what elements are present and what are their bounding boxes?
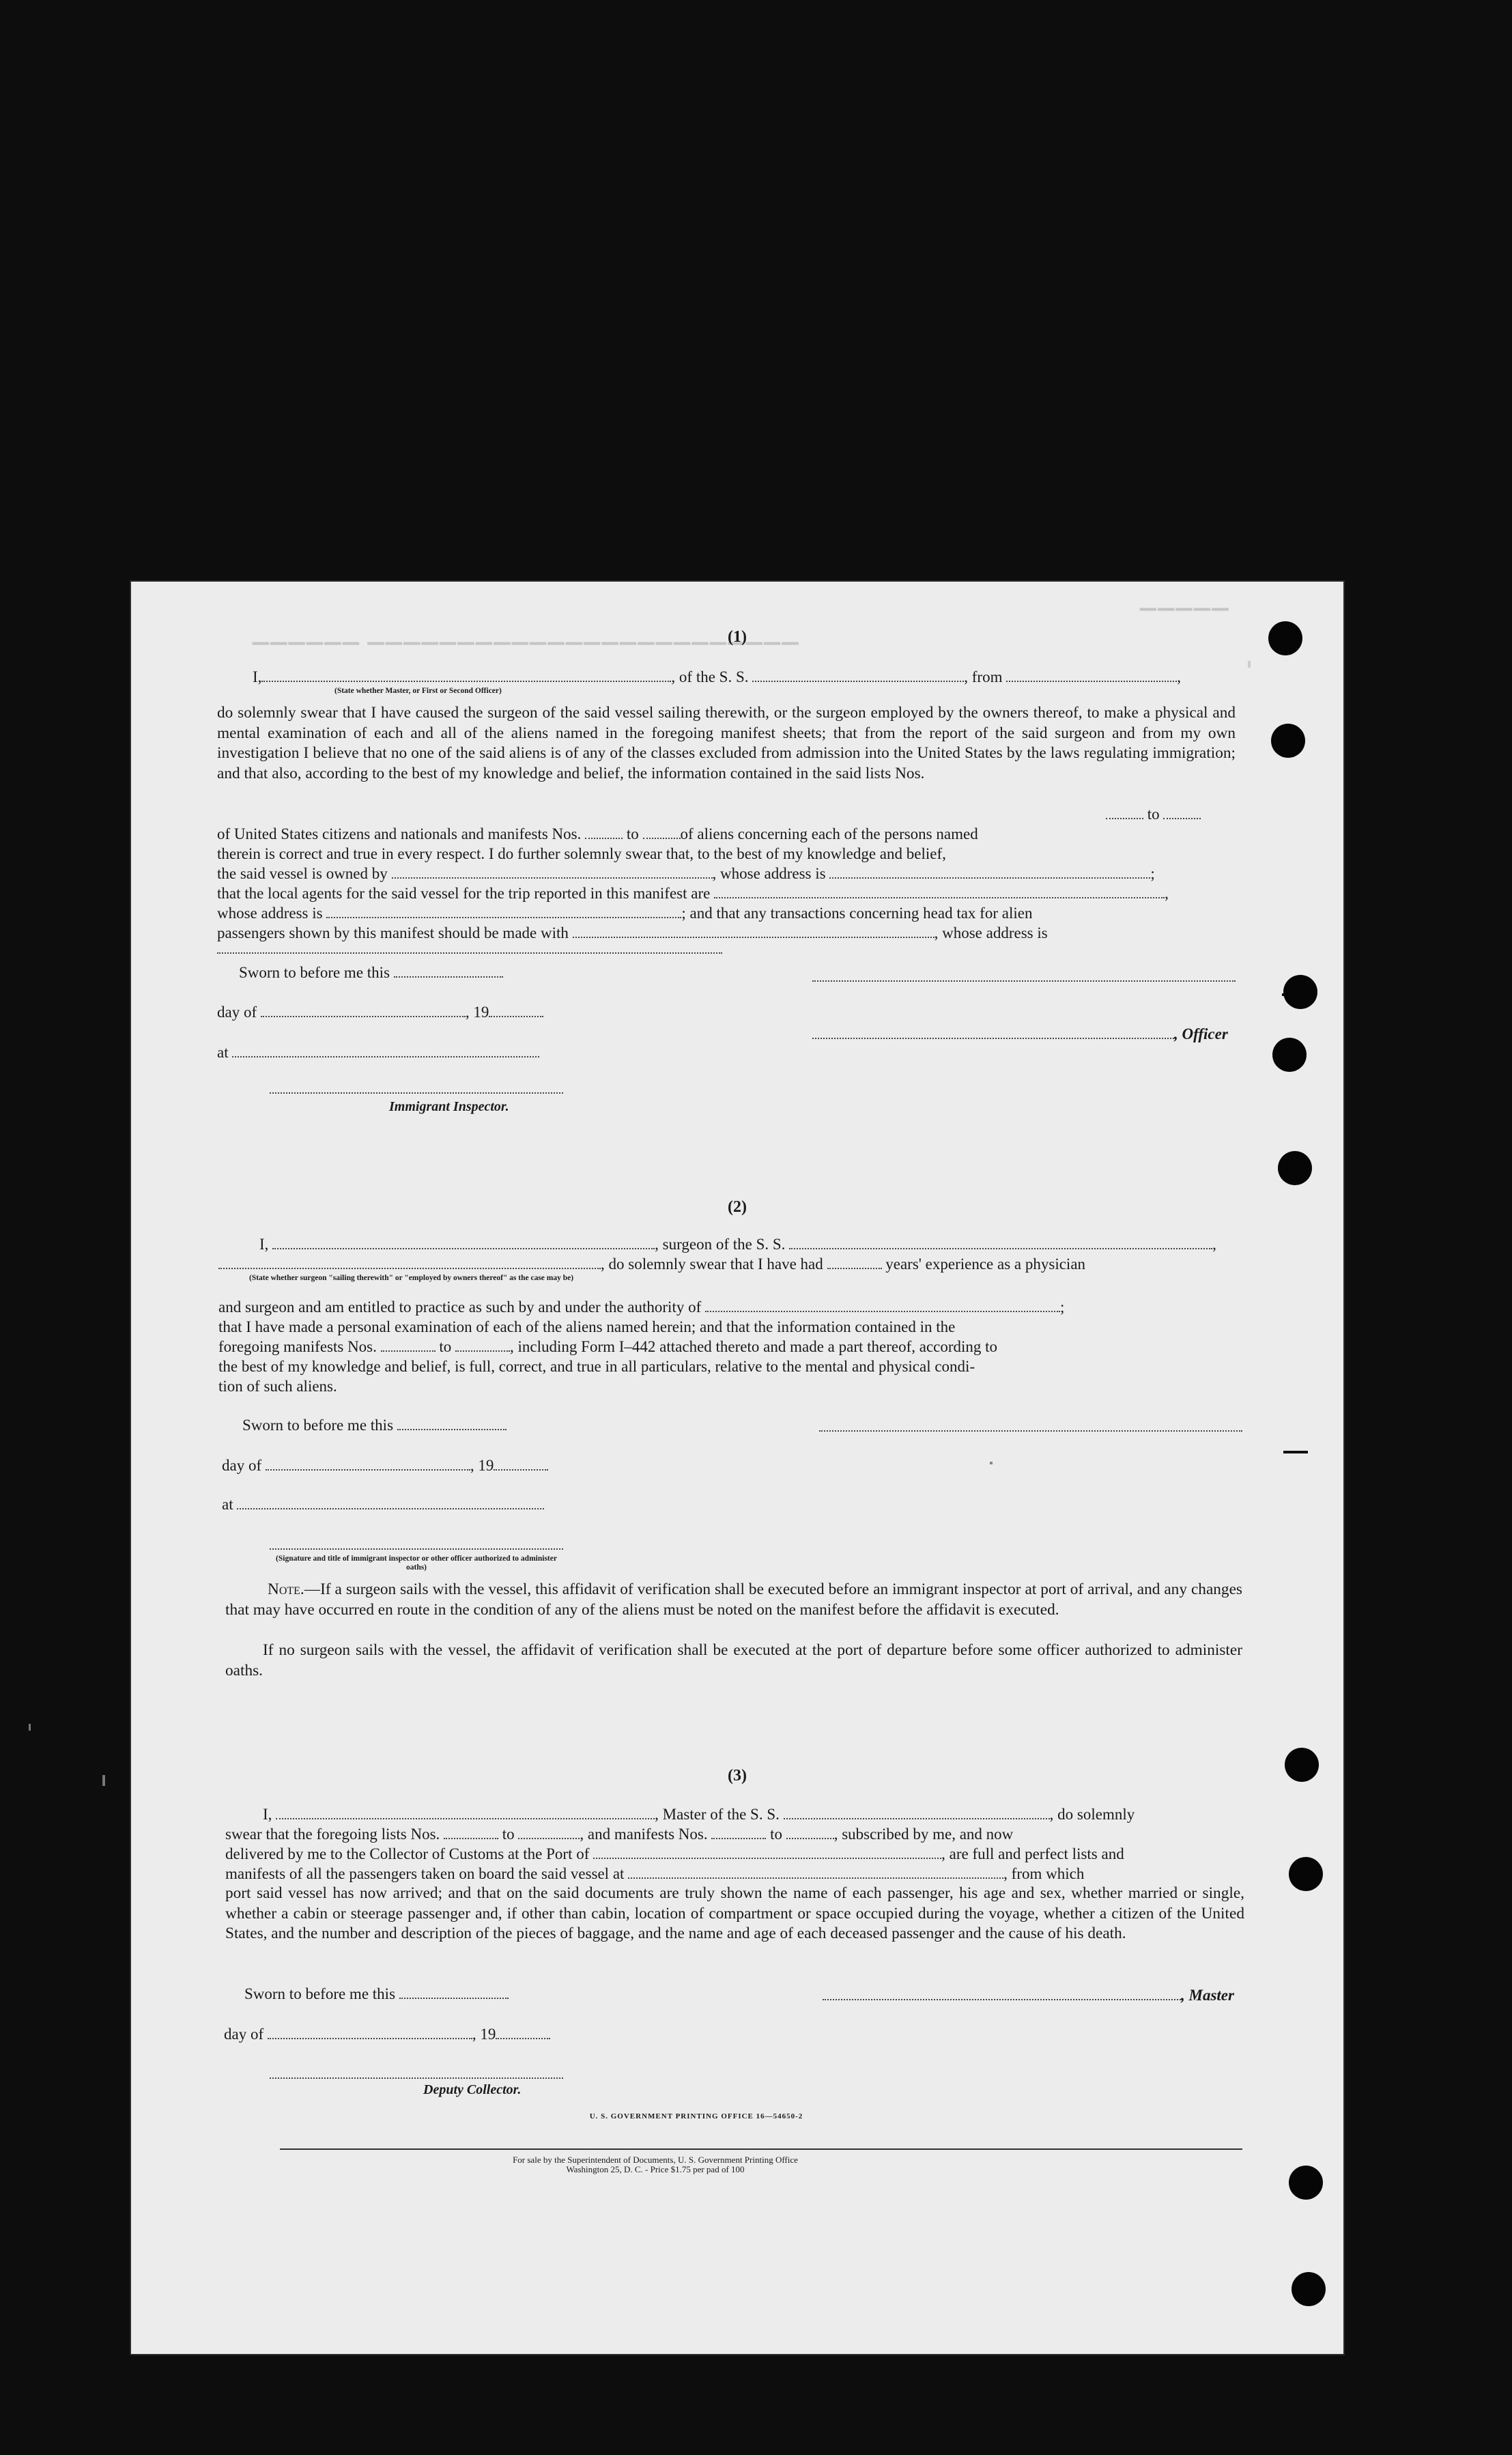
s3-embark-port-blank[interactable]	[628, 1865, 1003, 1879]
binder-hole	[1268, 621, 1302, 655]
us-manifest-from-blank[interactable]	[585, 825, 623, 839]
s2-note-1: Note.—If a surgeon sails with the vessel, this affidavit of verification shall be executed before an immigrant inspector at port of arrival, and any changes that may have occurred en route in the condition of any of the aliens must be noted on the manifest before the affidavit is executed.	[225, 1580, 1242, 1619]
s2-solemnly-line: , do solemnly swear that I have had years' experience as a physician	[218, 1254, 1085, 1275]
s2-inspector-signature-line[interactable]	[270, 1548, 563, 1550]
manifest-page	[130, 580, 1345, 2355]
s3-lists-to-blank[interactable]	[518, 1826, 580, 1839]
s3-manifests-to-blank[interactable]	[786, 1826, 834, 1839]
s2-at-line: at	[222, 1494, 544, 1515]
s1-agents-line: that the local agents for the said vessel for the trip reported in this manifest are ,	[217, 885, 1169, 902]
s3-sworn-line: Sworn to before me this	[244, 1984, 509, 2004]
from-port-blank[interactable]	[1006, 668, 1177, 682]
s3-manifests-from-blank[interactable]	[711, 1826, 766, 1839]
s3-swear-line: swear that the foregoing lists Nos. to , and manifests Nos. to , subscribed by me, and now	[225, 1826, 1014, 1843]
s1-officer-line: , Officer	[812, 1024, 1228, 1045]
s3-manifests-line: manifests of all the passengers taken on board the said vessel at , from which	[225, 1865, 1085, 1882]
list-to-blank[interactable]	[1163, 806, 1201, 819]
gpo-imprint: U. S. GOVERNMENT PRINTING OFFICE 16—54650-2	[589, 2112, 803, 2120]
list-from-blank[interactable]	[1106, 806, 1143, 819]
s3-day-blank[interactable]	[268, 2026, 472, 2039]
s2-at-blank[interactable]	[237, 1496, 544, 1509]
s2-foregoing-line: foregoing manifests Nos. to , including Form I–442 attached thereto and made a part thereof, according to	[218, 1338, 998, 1355]
section-1-number: (1)	[728, 628, 747, 646]
s2-surgeon-signature-line[interactable]	[819, 1430, 1242, 1432]
s2-manifest-from-blank[interactable]	[381, 1338, 436, 1352]
s3-lists-from-blank[interactable]	[444, 1826, 498, 1839]
section-2-number: (2)	[728, 1198, 747, 1216]
s1-address3-blank[interactable]	[217, 952, 722, 954]
s2-sig-caption: (Signature and title of immigrant inspector or other officer authorized to administer oaths)	[276, 1555, 557, 1572]
binder-hole	[1292, 2272, 1326, 2306]
s3-day-line: day of , 19	[224, 2024, 550, 2045]
s1-sworn-blank[interactable]	[394, 964, 503, 978]
s1-master-signature-line[interactable]	[812, 980, 1236, 982]
s1-officer-blank[interactable]	[812, 1025, 1174, 1039]
s1-day-blank[interactable]	[261, 1004, 466, 1017]
s1-lists-to: to	[1106, 804, 1201, 825]
stray-mark	[1248, 661, 1251, 668]
s1-passengers-line: passengers shown by this manifest should be made with , whose address is	[217, 924, 1048, 941]
s3-body: port said vessel has now arrived; and that on the said documents are truly shown the name of each passenger, his age and sex, whether married or single, whether a cabin or steerage passenger and, if other than cabin, location of compartment or space occupied during the voyage, whether a citizen of the United States, and the number and description of the pieces of baggage, and the name and age of each deceased passenger and the cause of his death.	[225, 1884, 1244, 1942]
section-3-number: (3)	[728, 1767, 747, 1785]
head-tax-blank[interactable]	[573, 924, 935, 938]
s2-authority-blank[interactable]	[705, 1299, 1060, 1312]
stray-mark	[1283, 1451, 1308, 1453]
s2-note-2: If no surgeon sails with the vessel, the affidavit of verification shall be executed at the port of departure before some officer authorized to administer oaths.	[225, 1641, 1242, 1679]
agents-blank[interactable]	[714, 885, 1165, 898]
s2-day-line: day of , 19	[222, 1456, 548, 1476]
stray-mark	[990, 1462, 993, 1464]
s3-port-blank[interactable]	[593, 1845, 941, 1859]
s2-best-line: the best of my knowledge and belief, is full, correct, and true in all particulars, relative to the mental and physical condi-	[218, 1358, 975, 1375]
s2-sworn-line: Sworn to before me this	[242, 1415, 507, 1436]
sale-line-2: Washington 25, D. C. - Price $1.75 per pad of 100	[566, 2164, 745, 2174]
s1-year-blank[interactable]	[489, 1004, 543, 1017]
owner-blank[interactable]	[392, 865, 713, 879]
binder-hole	[1283, 975, 1317, 1009]
s2-personal-line: that I have made a personal examination of each of the aliens named herein; and that the information contained in the	[218, 1318, 956, 1335]
master-officer-blank[interactable]	[261, 668, 671, 682]
bleed-through-text: ▔▔▔▔▔▔ ▔▔▔▔▔▔▔▔▔▔▔▔▔▔▔▔▔▔▔▔▔▔▔▔	[253, 643, 801, 663]
stray-mark	[102, 1775, 105, 1786]
s2-i-line: I, , surgeon of the S. S. ,	[259, 1236, 1216, 1253]
s2-year-blank[interactable]	[494, 1457, 548, 1471]
s1-body: do solemnly swear that I have caused the surgeon of the said vessel sailing therewith, or the surgeon employed by the owners thereof, to make a physical and mental examination of each and all of the aliens named in the foregoing manifest sheets; that from the report of the said surgeon and from my own investigation I believe that no one of the said aliens is of any of the classes excluded from admission into the United States by the laws regulating immigration; and that also, according to the best of my knowledge and belief, the information contained in the said lists Nos.	[217, 704, 1236, 782]
sale-line-1: For sale by the Superintendent of Documents, U. S. Government Printing Office	[513, 2155, 798, 2165]
binder-hole	[1278, 1151, 1312, 1185]
bleed-through-text: ▔▔▔▔▔	[1140, 609, 1230, 629]
s2-authority-line: and surgeon and am entitled to practice as such by and under the authority of ;	[218, 1299, 1065, 1316]
ship-name-blank[interactable]	[752, 668, 964, 682]
agent-address-blank[interactable]	[326, 905, 681, 918]
us-manifest-to-blank[interactable]	[643, 825, 681, 839]
binder-hole	[1289, 1857, 1323, 1891]
s2-day-blank[interactable]	[266, 1457, 470, 1471]
binder-hole	[1272, 1038, 1307, 1072]
s3-sworn-blank[interactable]	[399, 1985, 509, 1999]
master-caption: (State whether Master, or First or Second Officer)	[334, 687, 502, 695]
s2-surgeon-status-blank[interactable]	[218, 1255, 601, 1269]
s1-owned-line: the said vessel is owned by , whose address is ;	[217, 865, 1155, 882]
s3-ship-blank[interactable]	[784, 1806, 1050, 1819]
footer-rule	[280, 2148, 1242, 2150]
s1-day-line: day of , 19	[217, 1002, 543, 1023]
s1-at-line: at	[217, 1042, 539, 1063]
s3-master-sig-line: , Master	[823, 1985, 1234, 2006]
stray-mark	[29, 1724, 31, 1731]
s3-year-blank[interactable]	[496, 2026, 550, 2039]
s1-address2-line: whose address is ; and that any transactions concerning head tax for alien	[217, 905, 1033, 922]
deputy-collector-label: Deputy Collector.	[423, 2082, 522, 2097]
s3-deputy-signature-line[interactable]	[270, 2077, 563, 2079]
s2-manifest-to-blank[interactable]	[455, 1338, 510, 1352]
s1-at-blank[interactable]	[232, 1044, 539, 1058]
s2-tion-line: tion of such aliens.	[218, 1378, 337, 1395]
s2-caption: (State whether surgeon "sailing therewith" or "employed by owners thereof" as the case may be)	[249, 1274, 574, 1282]
s1-line-i: I, , of the S. S. , from ,	[253, 668, 1181, 685]
s3-master-name-blank[interactable]	[276, 1806, 655, 1819]
s2-surgeon-name-blank[interactable]	[272, 1236, 655, 1249]
binder-hole	[1285, 1748, 1319, 1782]
immigrant-inspector-label: Immigrant Inspector.	[389, 1099, 509, 1114]
s3-delivered-line: delivered by me to the Collector of Customs at the Port of , are full and perfect lists and	[225, 1845, 1124, 1862]
s1-therein-line: therein is correct and true in every respect. I do further solemnly swear that, to the best of my knowledge and belief,	[217, 845, 946, 862]
s3-master-signature-blank[interactable]	[823, 1987, 1181, 2000]
s1-us-citizens-line: of United States citizens and nationals and manifests Nos. to of aliens concerning each of the persons named	[217, 825, 978, 842]
s1-sworn-line: Sworn to before me this	[239, 963, 503, 983]
binder-hole	[1271, 724, 1305, 758]
s2-years-blank[interactable]	[827, 1255, 882, 1269]
owner-address-blank[interactable]	[829, 865, 1150, 879]
s1-inspector-signature-line[interactable]	[270, 1092, 563, 1094]
s2-sworn-blank[interactable]	[397, 1417, 507, 1430]
s2-ship-blank[interactable]	[789, 1236, 1212, 1249]
s3-i-line: I, , Master of the S. S. , do solemnly	[263, 1806, 1135, 1823]
binder-hole	[1289, 2166, 1323, 2200]
